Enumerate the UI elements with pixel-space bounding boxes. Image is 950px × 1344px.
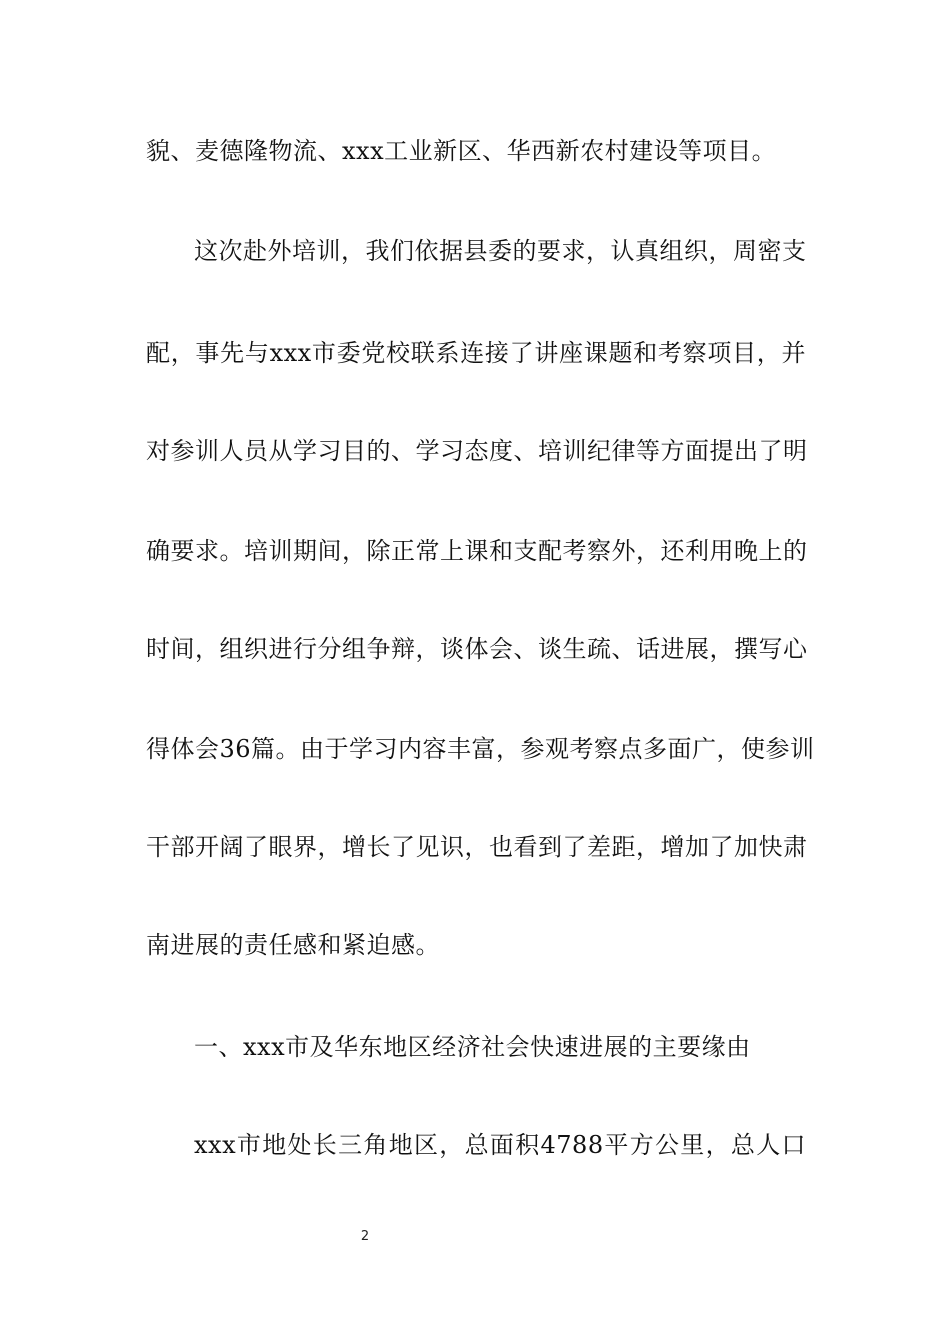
body-text-line: 干部开阔了眼界，增长了见识，也看到了差距，增加了加快肃 xyxy=(146,833,808,861)
paragraph-first-line: 这次赴外培训，我们依据县委的要求，认真组织，周密支 xyxy=(194,237,807,265)
section-heading: 一、xxx市及华东地区经济社会快速进展的主要缘由 xyxy=(194,1033,751,1061)
body-text-line: 貌、麦德隆物流、xxx工业新区、华西新农村建设等项目。 xyxy=(146,137,777,165)
paragraph-first-line: xxx市地处长三角地区，总面积4788平方公里，总人口 xyxy=(194,1131,806,1159)
page-number: 2 xyxy=(360,1229,370,1244)
body-text-line: 时间，组织进行分组争辩，谈体会、谈生疏、话进展，撰写心 xyxy=(146,635,808,663)
body-text-line: 确要求。培训期间，除正常上课和支配考察外，还利用晚上的 xyxy=(146,537,808,565)
body-text-line: 南进展的责任感和紧迫感。 xyxy=(146,931,440,959)
body-text-line: 得体会36篇。由于学习内容丰富，参观考察点多面广，使参训 xyxy=(146,735,815,763)
body-text-line: 对参训人员从学习目的、学习态度、培训纪律等方面提出了明 xyxy=(146,437,808,465)
body-text-line: 配，事先与xxx市委党校联系连接了讲座课题和考察项目，并 xyxy=(146,339,806,367)
